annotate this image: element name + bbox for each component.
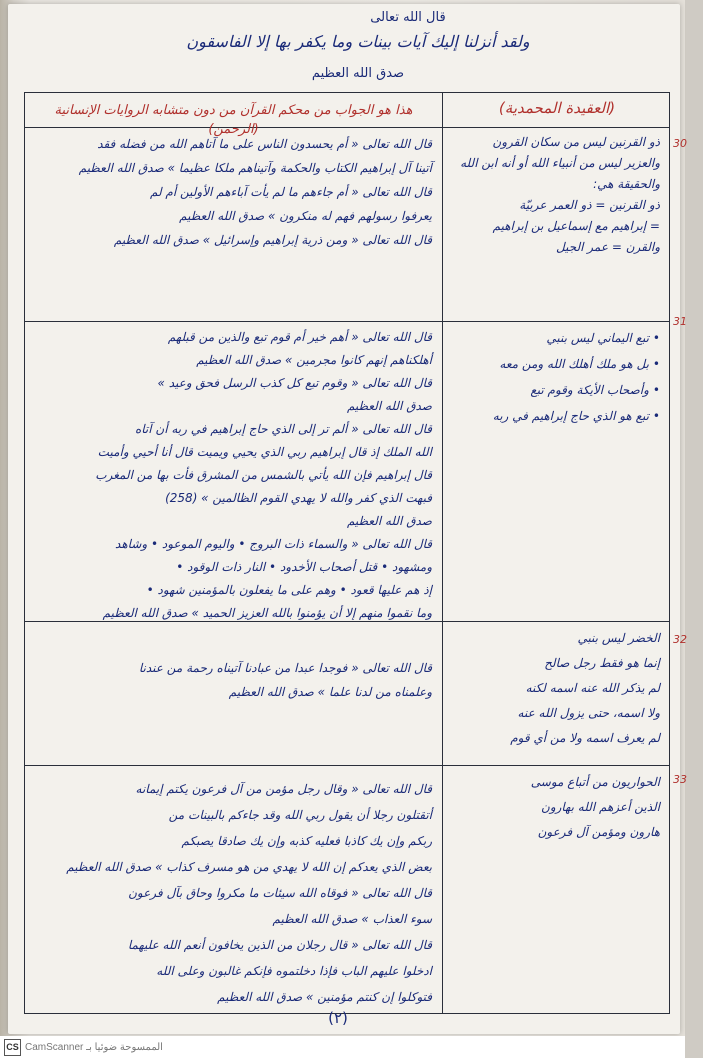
text-line: الذين أعزهم الله بهارون xyxy=(541,800,660,814)
paper-sheet xyxy=(8,4,687,1034)
row-divider xyxy=(25,765,669,766)
text-line: هارون ومؤمن آل فرعون xyxy=(537,825,660,839)
text-line: قال الله تعالى « والسماء ذات البروج • واليوم الموعود • وشاهد xyxy=(115,537,432,551)
handwritten-table xyxy=(24,92,687,1014)
text-line: صدق الله العظيم xyxy=(346,514,432,528)
text-line: قال الله تعالى « فوجدا عبدا من عبادنا آتيناه رحمة من عندنا xyxy=(138,661,432,675)
text-line: قال الله تعالى « أم جاءهم ما لم يأت آباءهم الأولين أم لم xyxy=(149,185,432,199)
column-header-doctrine: (العقيدة المحمدية) xyxy=(498,99,616,117)
camscanner-footer xyxy=(0,1036,685,1058)
text-line: لم يعرف اسمه ولا من أي قوم xyxy=(510,731,660,745)
doctrine-cell xyxy=(446,129,668,319)
text-line: ادخلوا عليهم الباب فإذا دخلتموه فإنكم غالبون وعلى الله xyxy=(156,964,432,978)
row-number: 32 xyxy=(673,633,687,646)
text-line: والحقيقة هي: xyxy=(593,177,660,191)
text-line: بعض الذي يعدكم إن الله لا يهدي من هو مسرف كذاب » صدق الله العظيم xyxy=(66,860,432,874)
row-number: 30 xyxy=(673,137,687,150)
text-line: قال إبراهيم فإن الله يأتي بالشمس من المشرق فأت بها من المغرب xyxy=(95,468,432,482)
text-line: ربكم وإن يك كاذبا فعليه كذبه وإن يك صادقا يصبكم xyxy=(181,834,432,848)
row-divider xyxy=(25,127,669,128)
text-line: وما نقموا منهم إلا أن يؤمنوا بالله العزيز الحميد » صدق الله العظيم xyxy=(102,606,432,620)
text-line: قال الله تعالى « أم يحسدون الناس على ما آتاهم الله من فضله فقد xyxy=(97,137,432,151)
text-line: قال الله تعالى « وقال رجل مؤمن من آل فرعون يكتم إيمانه xyxy=(135,782,432,796)
camscanner-logo-icon: CS xyxy=(4,1039,21,1056)
text-line: ذو القرنين ليس من سكان القرون xyxy=(492,135,660,149)
text-line: والقرن = عمر الجيل xyxy=(556,240,660,254)
doctrine-cell xyxy=(446,623,668,763)
text-line: قال الله تعالى « فوقاه الله سيئات ما مكروا وحاق بآل فرعون xyxy=(128,886,432,900)
text-line: وعلمناه من لدنا علما » صدق الله العظيم xyxy=(228,685,432,699)
text-line: قال الله تعالى « أهم خير أم قوم تبع والذين من قبلهم xyxy=(167,330,432,344)
bullet-item: • تبع هو الذي حاج إبراهيم في ربه xyxy=(454,405,660,427)
page-number: (٢) xyxy=(328,1009,348,1027)
text-line: يعرفوا رسولهم فهم له منكرون » صدق الله العظيم xyxy=(179,209,432,223)
text-line: سوء العذاب » صدق الله العظيم xyxy=(272,912,432,926)
bullet-item: • وأصحاب الأيكة وقوم تبع xyxy=(454,379,660,401)
text-line: ولا اسمه، حتى يزول الله عنه xyxy=(517,706,660,720)
text-line: ومشهود • قتل أصحاب الأخدود • النار ذات الوقود • xyxy=(176,560,432,574)
text-line: الحواريون من أتباع موسى xyxy=(530,775,660,789)
text-line: أتقتلون رجلا أن يقول ربي الله وقد جاءكم بالبينات من xyxy=(168,808,432,822)
text-line: لم يذكر الله عنه اسمه لكنه xyxy=(525,681,660,695)
doctrine-cell xyxy=(446,767,668,1007)
answer-cell xyxy=(27,323,440,619)
text-line: قال الله تعالى « ومن ذرية إبراهيم وإسرائيل » صدق الله العظيم xyxy=(113,233,432,247)
answer-cell xyxy=(27,773,440,1009)
row-number: 33 xyxy=(673,773,687,786)
text-line: الله الملك إذ قال إبراهيم ربي الذي يحيي ويميت قال أنا أحيي وأميت xyxy=(97,445,432,459)
text-line: آتينا آل إبراهيم الكتاب والحكمة وآتيناهم ملكا عظيما » صدق الله العظيم xyxy=(78,161,432,175)
text-line: قال الله تعالى « وقوم تبع كل كذب الرسل فحق وعيد » xyxy=(157,376,432,390)
bullet-item: • بل هو ملك أهلك الله ومن معه xyxy=(454,353,660,375)
text-line: فتوكلوا إن كنتم مؤمنين » صدق الله العظيم xyxy=(217,990,432,1004)
text-line: ذو القرنين = ذو العمر عربيّة xyxy=(519,198,660,212)
text-line: أهلكناهم إنهم كانوا مجرمين » صدق الله العظيم xyxy=(196,353,432,367)
text-line: فبهت الذي كفر والله لا يهدي القوم الظالمين » (258) xyxy=(165,491,432,505)
bullet-item: • تبع اليماني ليس بنبي xyxy=(454,327,660,349)
text-line: صدق الله العظيم xyxy=(346,399,432,413)
answer-cell xyxy=(27,129,440,319)
text-line: إنما هو فقط رجل صالح xyxy=(544,656,660,670)
text-line: قال الله تعالى « ألم تر إلى الذي حاج إبراهيم في ربه أن آتاه xyxy=(134,422,432,436)
verse-intro: قال الله تعالى xyxy=(370,10,446,25)
doctrine-cell xyxy=(446,323,668,619)
verse-closing: صدق الله العظيم xyxy=(311,66,405,81)
row-divider xyxy=(25,321,669,322)
camscanner-caption: الممسوحة ضوئيا بـ CamScanner xyxy=(25,1041,163,1053)
text-line: = إبراهيم مع إسماعيل بن إبراهيم xyxy=(492,219,660,233)
text-line: قال الله تعالى « قال رجلان من الذين يخافون أنعم الله عليهما xyxy=(127,938,432,952)
text-line: الخضر ليس بنبي xyxy=(577,631,660,645)
column-header-answer: هذا هو الجواب من محكم القرآن من دون متشابه الروايات الإنسانية (الرحمن) xyxy=(54,103,413,137)
column-divider xyxy=(442,93,443,1013)
text-line: إذ هم عليها قعود • وهم على ما يفعلون بالمؤمنين شهود • xyxy=(146,583,432,597)
answer-cell xyxy=(27,653,440,713)
verse-heading: ولقد أنزلنا إليك آيات بينات وما يكفر بها إلا الفاسقون xyxy=(186,32,530,51)
text-line: والعزير ليس من أنبياء الله أو أنه ابن الله xyxy=(460,156,660,170)
row-number: 31 xyxy=(673,315,687,328)
